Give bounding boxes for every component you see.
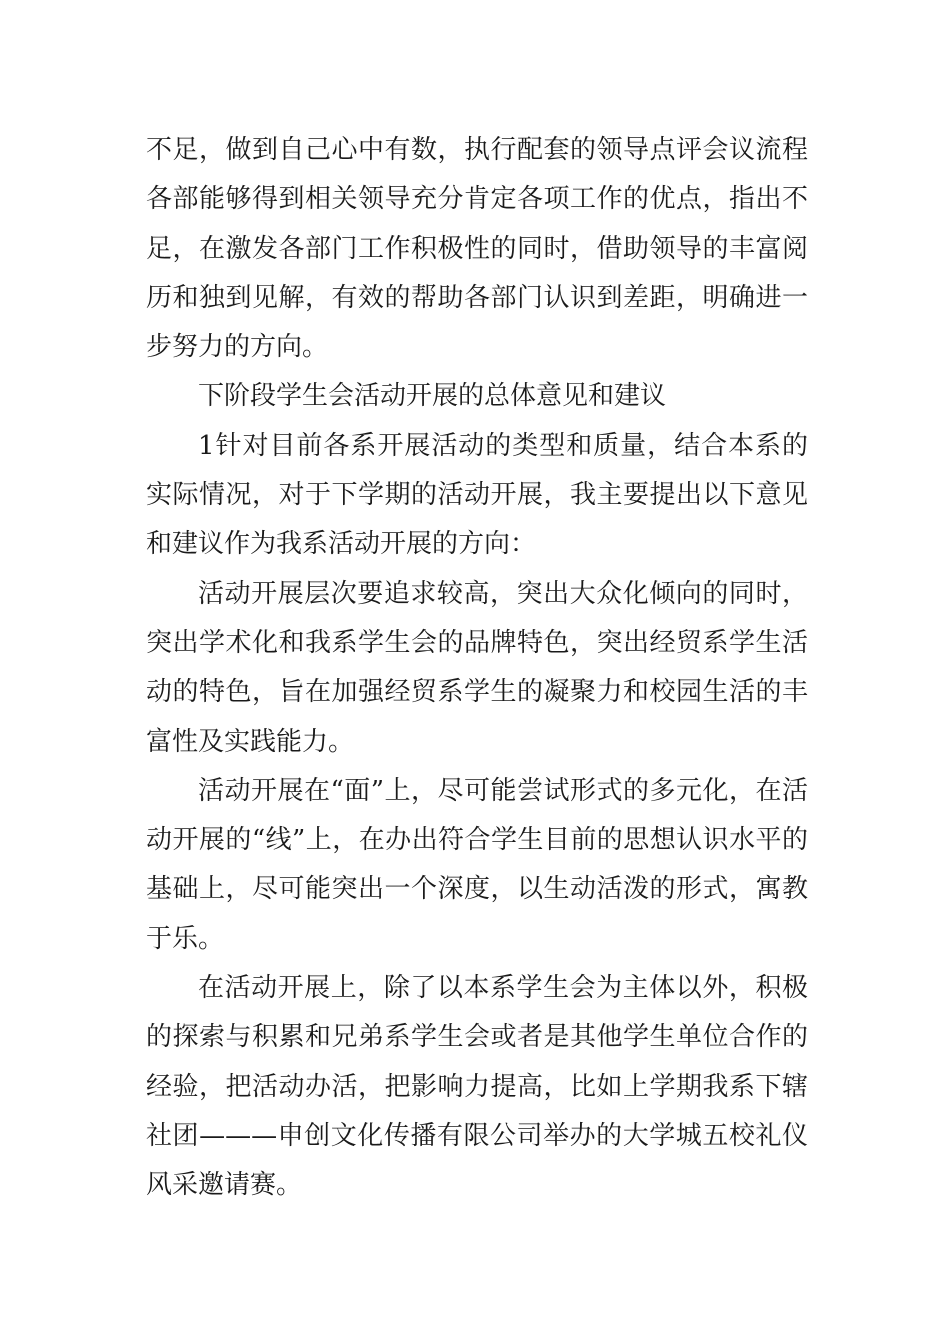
paragraph-level: 活动开展层次要追求较高，突出大众化倾向的同时，突出学术化和我系学生会的品牌特色，突出经贸系学生活动的特色，旨在加强经贸系学生的凝聚力和校园生活的丰富性及实践能力。 bbox=[146, 578, 808, 757]
section-heading: 下阶段学生会活动开展的总体意见和建议 bbox=[198, 381, 667, 412]
paragraph-continuation: 不足，做到自己心中有数，执行配套的领导点评会议流程各部能够得到相关领导充分肯定各项工作的优点，指出不足，在激发各部门工作积极性的同时，借助领导的丰富阅历和独到见解，有效的帮助各部门认识到差距，明确进一步努力的方向。 bbox=[146, 135, 808, 363]
paragraph-form: 活动开展在“面”上，尽可能尝试形式的多元化，在活动开展的“线”上，在办出符合学生目前的思想认识水平的基础上，尽可能突出一个深度，以生动活泼的形式，寓教于乐。 bbox=[146, 775, 808, 954]
paragraph-cooperation: 在活动开展上，除了以本系学生会为主体以外，积极的探索与积累和兄弟系学生会或者是其他学生单位合作的经验，把活动办活，把影响力提高，比如上学期我系下辖社团———申创文化传播有限公司举办的大学城五校礼仪风采邀请赛。 bbox=[146, 973, 808, 1201]
paragraph-item-1: 1针对目前各系开展活动的类型和质量，结合本系的实际情况，对于下学期的活动开展，我主要提出以下意见和建议作为我系活动开展的方向： bbox=[146, 430, 808, 560]
document-body bbox=[146, 126, 808, 1211]
